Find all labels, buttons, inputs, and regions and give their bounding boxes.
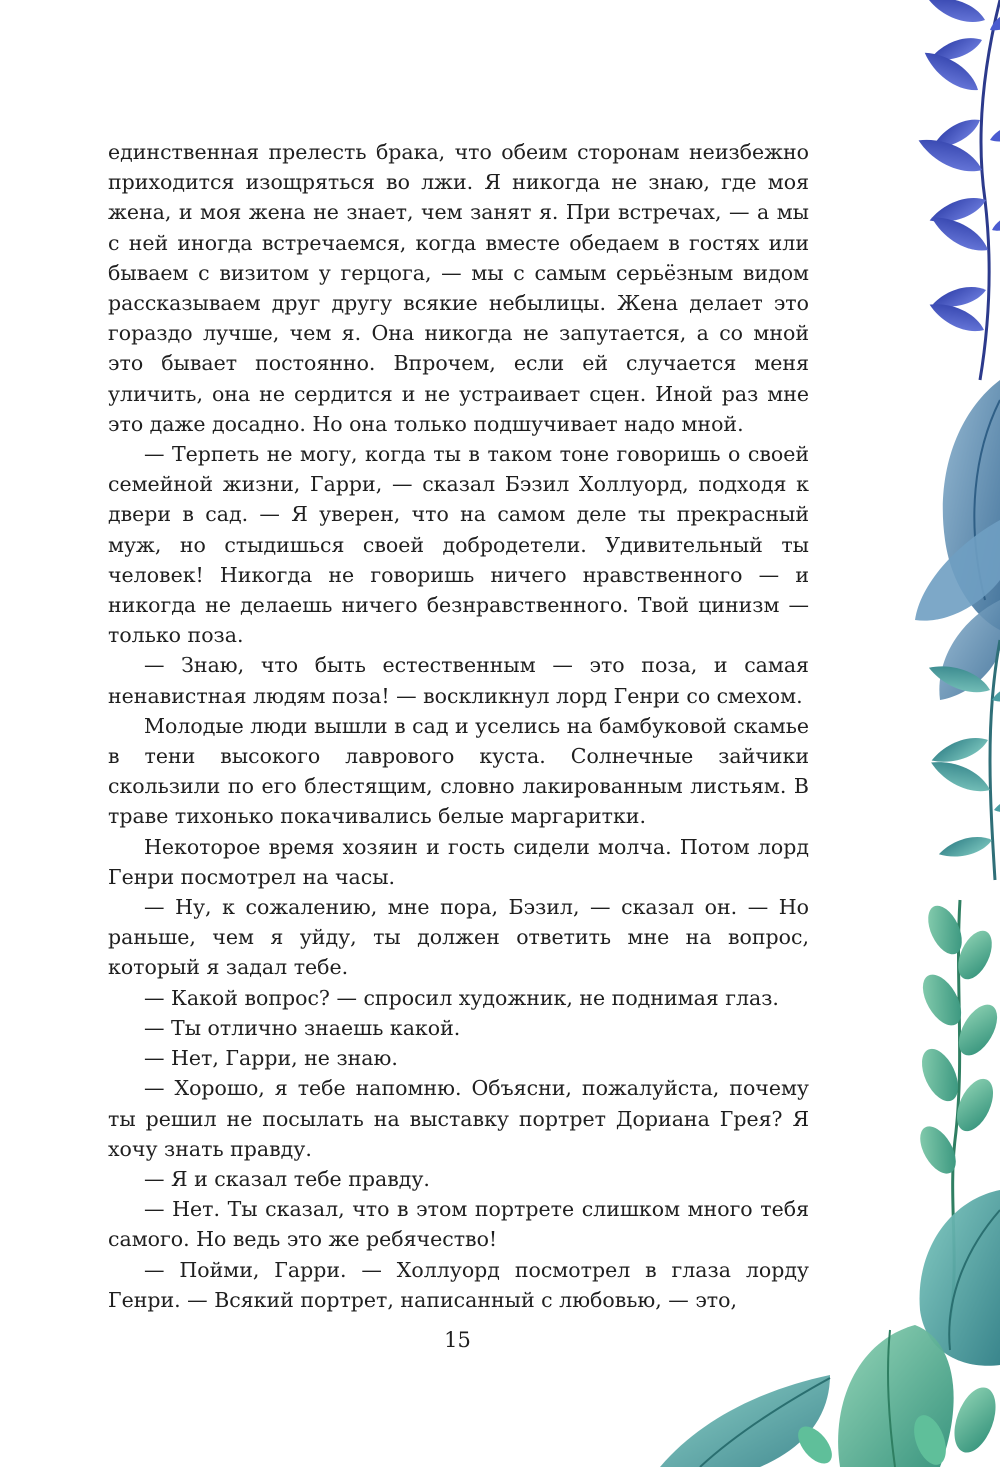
paragraph: Некоторое время хозяин и гость сидели молча. Потом лорд Генри посмотрел на часы. bbox=[108, 834, 809, 889]
paragraph: — Нет. Ты сказал, что в этом портрете слишком много тебя самого. Но ведь это же ребячество! bbox=[108, 1197, 809, 1252]
paragraph: Молодые люди вышли в сад и уселись на бамбуковой скамье в тени высокого лаврового куста. Солнечные зайчики скользили по его блестящим, словно лакированным листьям. В траве тихонько покачивались белые маргаритки. bbox=[108, 713, 809, 829]
paragraph: — Нет, Гарри, не знаю. bbox=[144, 1046, 398, 1071]
large-steel-leaf bbox=[915, 380, 1000, 700]
green-leaf-sprig bbox=[913, 900, 1000, 1320]
paragraph: — Я и сказал тебе правду. bbox=[144, 1166, 430, 1191]
paragraph: единственная прелесть брака, что обеим сторонам неизбежно приходится изощряться во лжи. Я никогда не знаю, где моя жена, и моя жена не знает, чем занят я. При встречах, — а мы с ней иногда встречаемся, когда вместе обедаем в гостях или бываем с визитом у герцога, — мы с самым серьёзным видом рассказываем друг другу всякие небылицы. Жена делает это гораздо лучше, чем я. Она никогда не запутается, а со мной это бывает постоянно. Впрочем, если ей случается меня уличить, она не сердится и не устраивает сцен. Иной раз мне это даже досадно. Но она только подшучивает надо мной. bbox=[108, 140, 809, 436]
paragraph: — Ты отлично знаешь какой. bbox=[144, 1015, 461, 1040]
paragraph: — Пойми, Гарри. — Холлуорд посмотрел в глаза лорду Генри. — Всякий портрет, написанный с любовью, — это, bbox=[108, 1257, 809, 1312]
teal-leaf-sprig bbox=[926, 640, 1000, 880]
paragraph: — Хорошо, я тебе напомню. Объясни, пожалуйста, почему ты решил не посылать на выставку портрет Дориана Грея? Я хочу знать правду. bbox=[108, 1076, 809, 1161]
paragraph: — Терпеть не могу, когда ты в таком тоне говоришь о своей семейной жизни, Гарри, — сказал Бэзил Холлуорд, подходя к двери в сад. — Я уверен, что на самом деле ты прекрасный муж, но стыдишься своей добродетели. Удивительный ты человек! Никогда не говоришь ничего нравственного — и никогда не делаешь ничего безнравственного. Твой цинизм — только поза. bbox=[108, 442, 809, 648]
paragraph: — Ну, к сожалению, мне пора, Бэзил, — сказал он. — Но раньше, чем я уйду, ты должен ответить мне на вопрос, который я задал тебе. bbox=[108, 895, 809, 980]
blue-leaf-sprig bbox=[914, 0, 1000, 380]
page-number: 15 bbox=[444, 1328, 471, 1352]
paragraph: — Знаю, что быть естественным — это поза, и самая ненавистная людям поза! — воскликнул лорд Генри со смехом. bbox=[108, 653, 809, 708]
body-text bbox=[108, 137, 809, 1315]
paragraph: — Какой вопрос? — спросил художник, не поднимая глаз. bbox=[144, 985, 779, 1010]
